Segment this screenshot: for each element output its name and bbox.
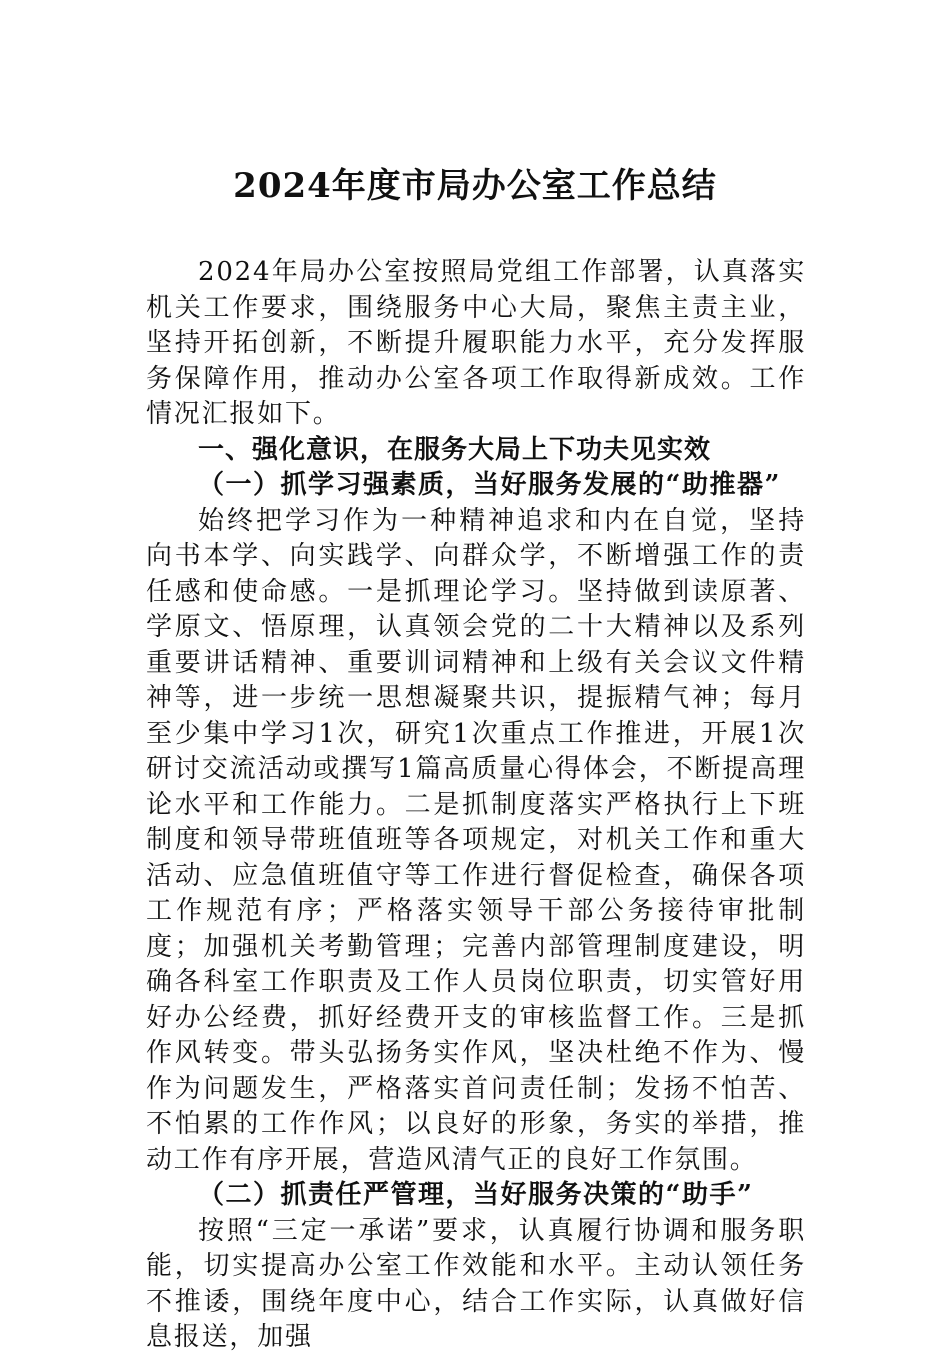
section-heading-1: 一、强化意识，在服务大局上下功夫见实效: [198, 434, 712, 465]
intro-paragraph: 2024年局办公室按照局党组工作部署，认真落实机关工作要求，围绕服务中心大局，聚焦主责主业，坚持开拓创新，不断提升履职能力水平，充分发挥服务保障作用，推动办公室各项工作取得新成效。工作情况汇报如下。: [146, 257, 806, 429]
subsection-paragraph-1: 始终把学习作为一种精神追求和内在自觉，坚持向书本学、向实践学、向群众学，不断增强工作的责任感和使命感。一是抓理论学习。坚持做到读原著、学原文、悟原理，认真领会党的二十大精神以及系列重要讲话精神、重要训词精神和上级有关会议文件精神等，进一步统一思想凝聚共识，提振精气神；每月至少集中学习1次，研究1次重点工作推进，开展1次研讨交流活动或撰写1篇高质量心得体会，不断提高理论水平和工作能力。二是抓制度落实严格执行上下班制度和领导带班值班等各项规定，对机关工作和重大活动、应急值班值守等工作进行督促检查，确保各项工作规范有序；严格落实领导干部公务接待审批制度；加强机关考勤管理；完善内部管理制度建设，明确各科室工作职责及工作人员岗位职责，切实管好用好办公经费，抓好经费开支的审核监督工作。三是抓作风转变。带头弘扬务实作风，坚决杜绝不作为、慢作为问题发生，严格落实首问责任制；发扬不怕苦、不怕累的工作作风；以良好的形象，务实的举措，推动工作有序开展，营造风清气正的良好工作氛围。: [146, 505, 806, 1175]
document-title: 2024年度市局办公室工作总结: [233, 166, 717, 206]
subsection-paragraph-2: 按照“三定一承诺”要求，认真履行协调和服务职能，切实提高办公室工作效能和水平。主动认领任务不推诿，围绕年度中心，结合工作实际，认真做好信息报送，加强: [146, 1215, 806, 1352]
document-body: [146, 255, 806, 1356]
subsection-heading-1: （一）抓学习强素质，当好服务发展的“助推器”: [198, 470, 781, 500]
subsection-heading-2: （二）抓责任严管理，当好服务决策的“助手”: [198, 1180, 754, 1210]
